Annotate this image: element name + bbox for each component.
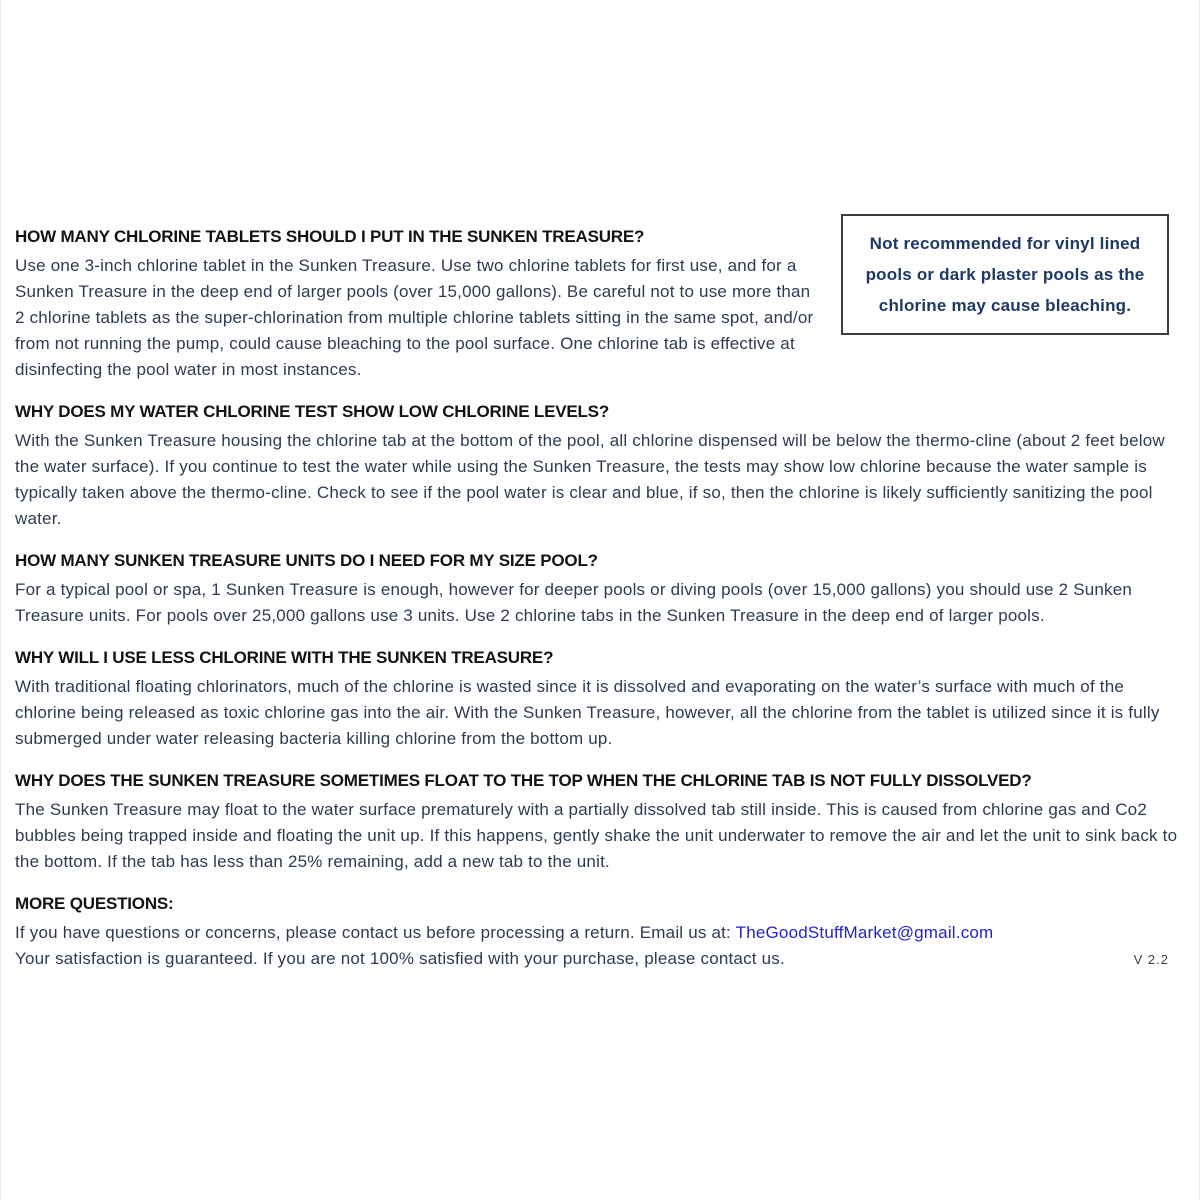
contact-paragraph [15, 920, 1183, 972]
section-heading: WHY DOES THE SUNKEN TREASURE SOMETIMES FLOAT TO THE TOP WHEN THE CHLORINE TAB IS NOT FULLY DISSOLVED? [15, 771, 1032, 790]
section-body: For a typical pool or spa, 1 Sunken Treasure is enough, however for deeper pools or diving pools (over 15,000 gallons) you should use 2 Sunken Treasure units. For pools over 25,000 gallons use 3 units. Use 2 chlorine tabs in the Sunken Treasure in the deep end of larger pools. [15, 580, 1133, 625]
notice-box [841, 214, 1169, 335]
faq-section-low-chlorine-test [15, 399, 1183, 532]
version-label: V 2.2 [1133, 952, 1169, 967]
section-heading: WHY DOES MY WATER CHLORINE TEST SHOW LOW CHLORINE LEVELS? [15, 402, 610, 421]
section-body: With the Sunken Treasure housing the chlorine tab at the bottom of the pool, all chlorine dispensed will be below the thermo-cline (about 2 feet below the water surface). If you continue to test the water while using the Sunken Treasure, the tests may show low chlorine because the water sample is typically taken above the thermo-cline. Check to see if the pool water is clear and blue, if so, then the chlorine is likely sufficiently sanitizing the pool water. [15, 431, 1165, 528]
faq-content [15, 208, 1183, 972]
section-heading: HOW MANY CHLORINE TABLETS SHOULD I PUT IN THE SUNKEN TREASURE? [15, 227, 645, 246]
section-body: With traditional floating chlorinators, much of the chlorine is wasted since it is dissolved and evaporating on the water’s surface with much of the chlorine being released as toxic chlorine gas into the air. With the Sunken Treasure, however, all the chlorine from the tablet is utilized since it is fully submerged under water releasing bacteria killing chlorine from the bottom up. [15, 677, 1160, 748]
satisfaction-guarantee-text: Your satisfaction is guaranteed. If you are not 100% satisfied with your purchase, please contact us. [15, 949, 785, 968]
contact-text-before-email: If you have questions or concerns, please contact us before processing a return. Email us at: [15, 923, 736, 942]
section-body: Use one 3-inch chlorine tablet in the Sunken Treasure. Use two chlorine tablets for first use, and for a Sunken Treasure in the deep end of larger pools (over 15,000 gallons). Be careful not to use more than 2 chlorine tablets as the super-chlorination from multiple chlorine tablets sitting in the same spot, and/or from not running the pump, could cause bleaching to the pool surface. One chlorine tab is effective at disinfecting the pool water in most instances. [15, 256, 814, 379]
faq-section-units-needed [15, 548, 1183, 629]
email-link[interactable]: TheGoodStuffMarket@gmail.com [735, 923, 994, 942]
notice-box-text: Not recommended for vinyl lined pools or dark plaster pools as the chlorine may cause bleaching. [865, 234, 1145, 315]
section-body: The Sunken Treasure may float to the water surface prematurely with a partially dissolved tab still inside. This is caused from chlorine gas and Co2 bubbles being trapped inside and floating the unit up. If this happens, gently shake the unit underwater to remove the air and let the unit to sink back to the bottom. If the tab has less than 25% remaining, add a new tab to the unit. [15, 800, 1178, 871]
faq-section-more-questions [15, 891, 1183, 972]
section-heading: WHY WILL I USE LESS CHLORINE WITH THE SUNKEN TREASURE? [15, 648, 554, 667]
faq-section-less-chlorine [15, 645, 1183, 752]
faq-section-floats-to-top [15, 768, 1183, 875]
section-heading: HOW MANY SUNKEN TREASURE UNITS DO I NEED FOR MY SIZE POOL? [15, 551, 598, 570]
section-heading: MORE QUESTIONS: [15, 894, 174, 913]
